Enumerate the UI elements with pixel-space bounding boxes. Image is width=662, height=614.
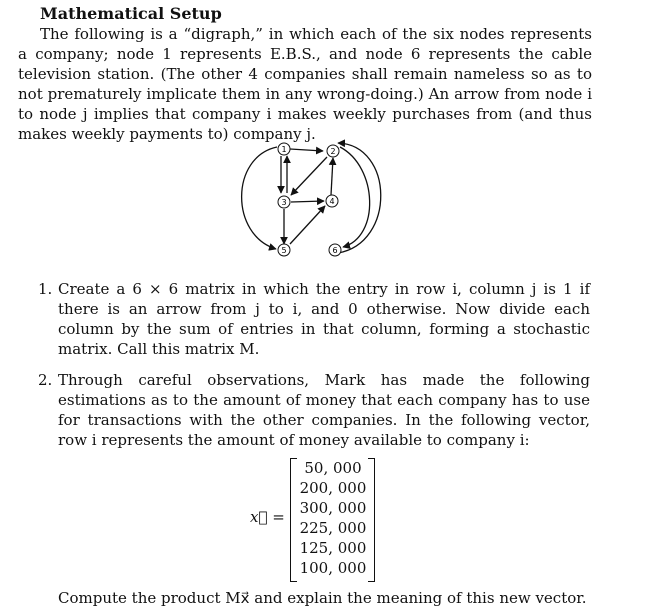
footer-instruction: Compute the product Mx⃗ and explain the meaning of this new vector. xyxy=(58,589,587,607)
svg-text:3: 3 xyxy=(281,198,287,207)
intro-text: The following is a “digraph,” in which each of the six nodes represents a company; node 1 represents E.B.S., and node 6 represents the cable television station. (The other 4 companies shall remain nameless so as to not prematurely implicate them in any wrong-doing.) An arrow from node i to node j implies that company i makes weekly purchases from (and thus makes weekly payments to) company j. xyxy=(18,25,592,143)
vector-entry: 200, 000 xyxy=(299,479,367,497)
edge-1-5 xyxy=(242,147,277,249)
left-bracket xyxy=(290,458,297,582)
edge-3-4 xyxy=(291,201,324,202)
svg-text:4: 4 xyxy=(329,197,335,206)
edge-5-4 xyxy=(290,206,325,244)
svg-text:2: 2 xyxy=(330,147,336,156)
vector-entry: 225, 000 xyxy=(299,519,367,537)
vector-entry: 50, 000 xyxy=(304,459,362,477)
node-6 xyxy=(329,244,341,256)
vector-label: x⃗ = xyxy=(250,508,285,526)
section-heading: Mathematical Setup xyxy=(40,4,222,23)
edge-2-3 xyxy=(291,157,327,195)
node-1 xyxy=(278,143,290,155)
right-bracket xyxy=(368,458,375,582)
list-text: Through careful observations, Mark has made the following estimations as to the amount of money that each company has to use for transactions with the other companies. In the following vector, row i represents the amount of money available to company i: xyxy=(58,371,590,449)
digraph xyxy=(228,137,398,259)
vector-entry: 300, 000 xyxy=(299,499,367,517)
node-3 xyxy=(278,196,290,208)
node-2 xyxy=(327,145,339,157)
intro-paragraph xyxy=(18,24,592,144)
vector-entries xyxy=(298,458,368,578)
list-number: 2. xyxy=(38,371,53,389)
svg-text:5: 5 xyxy=(281,246,287,255)
edge-1-2 xyxy=(290,149,323,151)
edge-4-2 xyxy=(331,158,333,195)
node-5 xyxy=(278,244,290,256)
list-number: 1. xyxy=(38,280,53,298)
svg-text:6: 6 xyxy=(332,246,338,255)
edge-2-6 xyxy=(340,147,370,247)
svg-text:1: 1 xyxy=(281,145,287,154)
vector-entry: 125, 000 xyxy=(299,539,367,557)
list-text: Create a 6 × 6 matrix in which the entry in row i, column j is 1 if there is an arrow from j to i, and 0 otherwise. Now divide each column by the sum of entries in that column, forming a stochastic matrix. Call this matrix M. xyxy=(58,280,590,358)
node-4 xyxy=(326,195,338,207)
money-vector xyxy=(250,456,380,582)
vector-entry: 100, 000 xyxy=(299,559,367,577)
